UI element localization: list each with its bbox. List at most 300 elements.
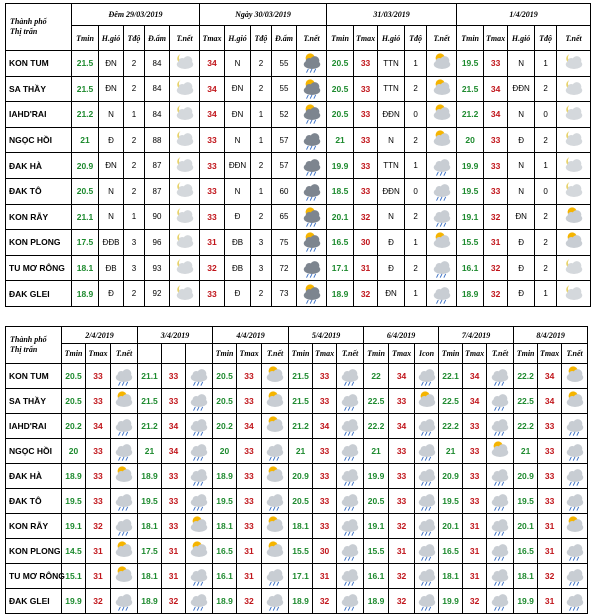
value-cell: 17.1 bbox=[327, 255, 354, 281]
value-cell: 32 bbox=[484, 255, 508, 281]
city-name: KON PLONG bbox=[6, 230, 72, 256]
weather-icon bbox=[170, 178, 200, 204]
weather-icon bbox=[186, 389, 213, 414]
value-cell: Đ bbox=[225, 204, 251, 230]
value-cell: 34 bbox=[389, 414, 415, 439]
value-cell: 34 bbox=[389, 364, 415, 389]
column-header bbox=[162, 344, 186, 364]
value-cell: 15.5 bbox=[289, 539, 313, 564]
value-cell: 33 bbox=[354, 76, 378, 102]
column-header: Tđộ bbox=[124, 26, 145, 51]
value-cell: 87 bbox=[145, 153, 170, 179]
weather-icon bbox=[337, 464, 364, 489]
weather-icon bbox=[262, 564, 289, 589]
value-cell: 33 bbox=[313, 489, 337, 514]
weather-icon bbox=[262, 414, 289, 439]
value-cell: 33 bbox=[200, 281, 225, 307]
weather-icon bbox=[297, 281, 327, 307]
date-header: Ngày 30/03/2019 bbox=[200, 4, 327, 26]
value-cell: 19.5 bbox=[514, 489, 538, 514]
city-name: KON TUM bbox=[6, 51, 72, 77]
weather-icon bbox=[111, 414, 138, 439]
weather-icon bbox=[557, 178, 591, 204]
city-name: ĐAK TÔ bbox=[6, 178, 72, 204]
value-cell: 18.9 bbox=[138, 464, 162, 489]
weather-icon bbox=[262, 489, 289, 514]
weather-icon bbox=[262, 364, 289, 389]
value-cell: N bbox=[508, 102, 535, 128]
value-cell: 32 bbox=[389, 589, 415, 614]
value-cell: 1 bbox=[405, 153, 427, 179]
value-cell: 34 bbox=[484, 76, 508, 102]
value-cell: 18.1 bbox=[138, 514, 162, 539]
column-header: Tmin bbox=[213, 344, 237, 364]
weather-icon bbox=[487, 514, 514, 539]
value-cell: 19.5 bbox=[62, 489, 86, 514]
value-cell: 1 bbox=[405, 281, 427, 307]
value-cell: 33 bbox=[538, 464, 562, 489]
value-cell: 33 bbox=[200, 127, 225, 153]
value-cell: 33 bbox=[354, 102, 378, 128]
value-cell: 3 bbox=[124, 255, 145, 281]
city-name: IAHD'RAI bbox=[6, 414, 62, 439]
column-header: T.nết bbox=[337, 344, 364, 364]
city-header-line1: Thành phố bbox=[10, 17, 47, 26]
value-cell: 34 bbox=[538, 389, 562, 414]
value-cell: 31 bbox=[86, 539, 111, 564]
value-cell: 20.9 bbox=[439, 464, 463, 489]
value-cell: 20.9 bbox=[289, 464, 313, 489]
column-header: Đ.ẩm bbox=[145, 26, 170, 51]
value-cell: 18.9 bbox=[364, 589, 389, 614]
weather-icon bbox=[337, 364, 364, 389]
value-cell: 2 bbox=[124, 76, 145, 102]
value-cell: N bbox=[508, 178, 535, 204]
value-cell: 33 bbox=[389, 439, 415, 464]
value-cell: 21.5 bbox=[72, 76, 99, 102]
value-cell: 19.9 bbox=[514, 589, 538, 614]
value-cell: 20.5 bbox=[327, 51, 354, 77]
weather-icon bbox=[427, 230, 457, 256]
value-cell: 33 bbox=[389, 489, 415, 514]
value-cell: 2 bbox=[124, 281, 145, 307]
column-header: H.gió bbox=[378, 26, 405, 51]
value-cell: N bbox=[225, 178, 251, 204]
value-cell: 33 bbox=[484, 153, 508, 179]
value-cell: 2 bbox=[405, 127, 427, 153]
value-cell: N bbox=[508, 51, 535, 77]
value-cell: 34 bbox=[313, 414, 337, 439]
weather-icon bbox=[557, 51, 591, 77]
value-cell: ĐN bbox=[99, 51, 124, 77]
value-cell: 16.5 bbox=[213, 539, 237, 564]
value-cell: ĐĐN bbox=[508, 76, 535, 102]
table-row bbox=[6, 102, 591, 128]
value-cell: 31 bbox=[237, 539, 262, 564]
value-cell: 33 bbox=[162, 489, 186, 514]
weather-icon bbox=[297, 127, 327, 153]
value-cell: 33 bbox=[313, 514, 337, 539]
table-row bbox=[6, 489, 588, 514]
value-cell: 21.2 bbox=[457, 102, 484, 128]
column-header: H.gió bbox=[508, 26, 535, 51]
value-cell: 33 bbox=[237, 514, 262, 539]
value-cell: 22.2 bbox=[364, 414, 389, 439]
weather-icon bbox=[111, 464, 138, 489]
value-cell: 22.5 bbox=[514, 389, 538, 414]
column-header: T.nết bbox=[562, 344, 588, 364]
value-cell: 1 bbox=[251, 127, 272, 153]
weather-icon bbox=[262, 514, 289, 539]
value-cell: 21 bbox=[514, 439, 538, 464]
value-cell: 33 bbox=[538, 489, 562, 514]
value-cell: 0 bbox=[405, 178, 427, 204]
weather-icon bbox=[562, 464, 588, 489]
column-header: T.nết bbox=[170, 26, 200, 51]
date-header: 4/4/2019 bbox=[213, 327, 289, 344]
weather-icon bbox=[337, 489, 364, 514]
column-header: Tmax bbox=[237, 344, 262, 364]
value-cell: 20.5 bbox=[289, 489, 313, 514]
value-cell: 33 bbox=[237, 389, 262, 414]
column-header: Tmax bbox=[313, 344, 337, 364]
value-cell: 33 bbox=[463, 414, 487, 439]
value-cell: 2 bbox=[405, 76, 427, 102]
weather-icon bbox=[186, 514, 213, 539]
weather-icon bbox=[557, 127, 591, 153]
weather-icon bbox=[427, 178, 457, 204]
value-cell: Đ bbox=[508, 230, 535, 256]
value-cell: 33 bbox=[237, 489, 262, 514]
value-cell: N bbox=[99, 102, 124, 128]
weather-icon bbox=[562, 414, 588, 439]
weather-icon bbox=[111, 439, 138, 464]
column-header: Tmax bbox=[354, 26, 378, 51]
column-header: Tmin bbox=[289, 344, 313, 364]
value-cell: 33 bbox=[484, 51, 508, 77]
value-cell: 1 bbox=[535, 281, 557, 307]
city-name: ĐAK HÀ bbox=[6, 153, 72, 179]
value-cell: 2 bbox=[251, 76, 272, 102]
column-header: Tmin bbox=[439, 344, 463, 364]
value-cell: 33 bbox=[86, 439, 111, 464]
value-cell: 20.2 bbox=[62, 414, 86, 439]
city-name: TU MƠ RÔNG bbox=[6, 564, 62, 589]
value-cell: 1 bbox=[535, 153, 557, 179]
column-header: Tmax bbox=[538, 344, 562, 364]
value-cell: 14.5 bbox=[62, 539, 86, 564]
value-cell: 60 bbox=[272, 178, 297, 204]
weather-icon bbox=[562, 539, 588, 564]
value-cell: 16.1 bbox=[213, 564, 237, 589]
value-cell: 1 bbox=[535, 51, 557, 77]
table-row bbox=[6, 127, 591, 153]
weather-icon bbox=[262, 389, 289, 414]
value-cell: 20.5 bbox=[327, 76, 354, 102]
value-cell: 15.1 bbox=[62, 564, 86, 589]
city-header bbox=[6, 4, 72, 51]
value-cell: 52 bbox=[272, 102, 297, 128]
value-cell: 33 bbox=[86, 489, 111, 514]
value-cell: 19.5 bbox=[457, 51, 484, 77]
weather-icon bbox=[562, 389, 588, 414]
value-cell: 1 bbox=[124, 204, 145, 230]
table-row bbox=[6, 51, 591, 77]
value-cell: 20.2 bbox=[213, 414, 237, 439]
value-cell: 22.5 bbox=[364, 389, 389, 414]
weather-icon bbox=[186, 564, 213, 589]
weather-icon bbox=[562, 364, 588, 389]
value-cell: 16.5 bbox=[439, 539, 463, 564]
value-cell: 31 bbox=[538, 514, 562, 539]
value-cell: 21 bbox=[289, 439, 313, 464]
value-cell: 2 bbox=[535, 127, 557, 153]
value-cell: 33 bbox=[389, 464, 415, 489]
weather-icon bbox=[297, 76, 327, 102]
weather-icon bbox=[170, 281, 200, 307]
value-cell: 32 bbox=[354, 204, 378, 230]
value-cell: 84 bbox=[145, 76, 170, 102]
value-cell: 17.5 bbox=[138, 539, 162, 564]
value-cell: 18.9 bbox=[289, 589, 313, 614]
value-cell: N bbox=[508, 153, 535, 179]
weather-icon bbox=[415, 514, 439, 539]
weather-icon bbox=[415, 464, 439, 489]
table-row bbox=[6, 439, 588, 464]
value-cell: 75 bbox=[272, 230, 297, 256]
date-header: 5/4/2019 bbox=[289, 327, 364, 344]
value-cell: 30 bbox=[354, 230, 378, 256]
value-cell: 33 bbox=[389, 389, 415, 414]
weather-icon bbox=[337, 514, 364, 539]
column-header bbox=[186, 344, 213, 364]
table-row bbox=[6, 364, 588, 389]
date-header: 1/4/2019 bbox=[457, 4, 591, 26]
weather-icon bbox=[170, 255, 200, 281]
weather-icon bbox=[487, 564, 514, 589]
column-header: Tmin bbox=[457, 26, 484, 51]
value-cell: 32 bbox=[389, 564, 415, 589]
value-cell: ĐN bbox=[99, 153, 124, 179]
value-cell: ĐN bbox=[225, 102, 251, 128]
weather-icon bbox=[557, 153, 591, 179]
value-cell: ĐN bbox=[225, 76, 251, 102]
value-cell: N bbox=[378, 204, 405, 230]
value-cell: 34 bbox=[200, 51, 225, 77]
value-cell: 18.9 bbox=[457, 281, 484, 307]
value-cell: 21 bbox=[439, 439, 463, 464]
value-cell: 55 bbox=[272, 76, 297, 102]
value-cell: 33 bbox=[354, 178, 378, 204]
column-header: Đ.ẩm bbox=[272, 26, 297, 51]
weather-icon bbox=[262, 539, 289, 564]
value-cell: 32 bbox=[484, 204, 508, 230]
weather-icon bbox=[562, 489, 588, 514]
value-cell: 33 bbox=[86, 464, 111, 489]
value-cell: 20.1 bbox=[514, 514, 538, 539]
value-cell: 93 bbox=[145, 255, 170, 281]
weather-icon bbox=[186, 489, 213, 514]
value-cell: 21.5 bbox=[138, 389, 162, 414]
value-cell: ĐN bbox=[99, 76, 124, 102]
weather-icon bbox=[111, 364, 138, 389]
value-cell: 18.5 bbox=[327, 178, 354, 204]
value-cell: 19.9 bbox=[439, 589, 463, 614]
value-cell: 1 bbox=[124, 102, 145, 128]
value-cell: 22.2 bbox=[514, 364, 538, 389]
weather-icon bbox=[427, 281, 457, 307]
value-cell: 20 bbox=[213, 439, 237, 464]
value-cell: 0 bbox=[535, 178, 557, 204]
column-header: T.nết bbox=[557, 26, 591, 51]
value-cell: Đ bbox=[225, 281, 251, 307]
weather-icon bbox=[415, 539, 439, 564]
value-cell: 33 bbox=[538, 414, 562, 439]
value-cell: 20.5 bbox=[364, 489, 389, 514]
value-cell: 20.1 bbox=[327, 204, 354, 230]
value-cell: 21.5 bbox=[289, 389, 313, 414]
weather-icon bbox=[427, 102, 457, 128]
weather-icon bbox=[262, 439, 289, 464]
value-cell: Đ bbox=[508, 127, 535, 153]
value-cell: 31 bbox=[389, 539, 415, 564]
value-cell: 21.2 bbox=[72, 102, 99, 128]
value-cell: Đ bbox=[508, 281, 535, 307]
value-cell: 31 bbox=[463, 514, 487, 539]
weather-icon bbox=[487, 389, 514, 414]
value-cell: ĐĐN bbox=[378, 178, 405, 204]
value-cell: 33 bbox=[237, 464, 262, 489]
weather-icon bbox=[415, 414, 439, 439]
value-cell: 2 bbox=[535, 76, 557, 102]
value-cell: 31 bbox=[162, 564, 186, 589]
weather-icon bbox=[427, 127, 457, 153]
city-header-line1: Thành phố bbox=[10, 335, 47, 344]
column-header: T.nết bbox=[297, 26, 327, 51]
value-cell: 2 bbox=[251, 281, 272, 307]
weather-icon bbox=[415, 589, 439, 614]
value-cell: 21.5 bbox=[289, 364, 313, 389]
weather-icon bbox=[557, 255, 591, 281]
value-cell: 18.1 bbox=[514, 564, 538, 589]
weather-icon bbox=[337, 564, 364, 589]
value-cell: 21.1 bbox=[72, 204, 99, 230]
value-cell: 22 bbox=[364, 364, 389, 389]
weather-icon bbox=[562, 589, 588, 614]
value-cell: 55 bbox=[272, 51, 297, 77]
value-cell: 33 bbox=[354, 127, 378, 153]
table-row bbox=[6, 76, 591, 102]
value-cell: 18.9 bbox=[213, 464, 237, 489]
value-cell: 34 bbox=[484, 102, 508, 128]
weather-icon bbox=[186, 364, 213, 389]
weather-icon bbox=[562, 514, 588, 539]
value-cell: 33 bbox=[200, 153, 225, 179]
date-header: 8/4/2019 bbox=[514, 327, 588, 344]
value-cell: 31 bbox=[463, 539, 487, 564]
weather-icon bbox=[111, 489, 138, 514]
date-header: 31/03/2019 bbox=[327, 4, 457, 26]
value-cell: Đ bbox=[99, 281, 124, 307]
date-header: 3/4/2019 bbox=[138, 327, 213, 344]
value-cell: 21 bbox=[138, 439, 162, 464]
value-cell: Đ bbox=[508, 255, 535, 281]
value-cell: 88 bbox=[145, 127, 170, 153]
value-cell: 2 bbox=[251, 51, 272, 77]
value-cell: 15.5 bbox=[457, 230, 484, 256]
column-header: Tmin bbox=[327, 26, 354, 51]
column-header: T.nết bbox=[262, 344, 289, 364]
value-cell: Đ bbox=[99, 127, 124, 153]
value-cell: 2 bbox=[251, 204, 272, 230]
weather-icon bbox=[487, 489, 514, 514]
value-cell: 19.5 bbox=[138, 489, 162, 514]
value-cell: 33 bbox=[484, 127, 508, 153]
value-cell: 31 bbox=[200, 230, 225, 256]
forecast-table-bottom bbox=[5, 326, 588, 614]
weather-icon bbox=[111, 389, 138, 414]
value-cell: 19.5 bbox=[213, 489, 237, 514]
weather-icon bbox=[557, 76, 591, 102]
date-header: 7/4/2019 bbox=[439, 327, 514, 344]
table-row bbox=[6, 230, 591, 256]
weather-icon bbox=[487, 589, 514, 614]
value-cell: ĐN bbox=[378, 281, 405, 307]
value-cell: 19.5 bbox=[457, 178, 484, 204]
value-cell: 1 bbox=[405, 230, 427, 256]
table-row bbox=[6, 589, 588, 614]
weather-icon bbox=[337, 539, 364, 564]
table-row bbox=[6, 153, 591, 179]
value-cell: N bbox=[225, 127, 251, 153]
value-cell: 1 bbox=[251, 178, 272, 204]
value-cell: N bbox=[99, 204, 124, 230]
value-cell: 31 bbox=[162, 539, 186, 564]
table-row bbox=[6, 389, 588, 414]
value-cell: 33 bbox=[313, 364, 337, 389]
value-cell: 18.9 bbox=[138, 589, 162, 614]
city-name: ĐAK GLEI bbox=[6, 281, 72, 307]
weather-icon bbox=[262, 464, 289, 489]
value-cell: 31 bbox=[354, 255, 378, 281]
weather-icon bbox=[557, 102, 591, 128]
value-cell: 33 bbox=[463, 489, 487, 514]
city-name: ĐAK HÀ bbox=[6, 464, 62, 489]
value-cell: 3 bbox=[124, 230, 145, 256]
city-name: SA THẦY bbox=[6, 389, 62, 414]
value-cell: 15.5 bbox=[364, 539, 389, 564]
weather-icon bbox=[297, 102, 327, 128]
table-row bbox=[6, 564, 588, 589]
value-cell: 31 bbox=[538, 589, 562, 614]
weather-icon bbox=[487, 364, 514, 389]
value-cell: 2 bbox=[124, 178, 145, 204]
value-cell: 2 bbox=[405, 255, 427, 281]
weather-icon bbox=[415, 564, 439, 589]
value-cell: 3 bbox=[251, 255, 272, 281]
column-header: Tđộ bbox=[405, 26, 427, 51]
table-row bbox=[6, 539, 588, 564]
value-cell: 0 bbox=[535, 102, 557, 128]
value-cell: 21.5 bbox=[72, 51, 99, 77]
value-cell: 20 bbox=[62, 439, 86, 464]
value-cell: 17.5 bbox=[72, 230, 99, 256]
value-cell: 30 bbox=[313, 539, 337, 564]
value-cell: 33 bbox=[354, 153, 378, 179]
city-name: TU MƠ RÔNG bbox=[6, 255, 72, 281]
value-cell: 32 bbox=[200, 255, 225, 281]
value-cell: 34 bbox=[538, 364, 562, 389]
